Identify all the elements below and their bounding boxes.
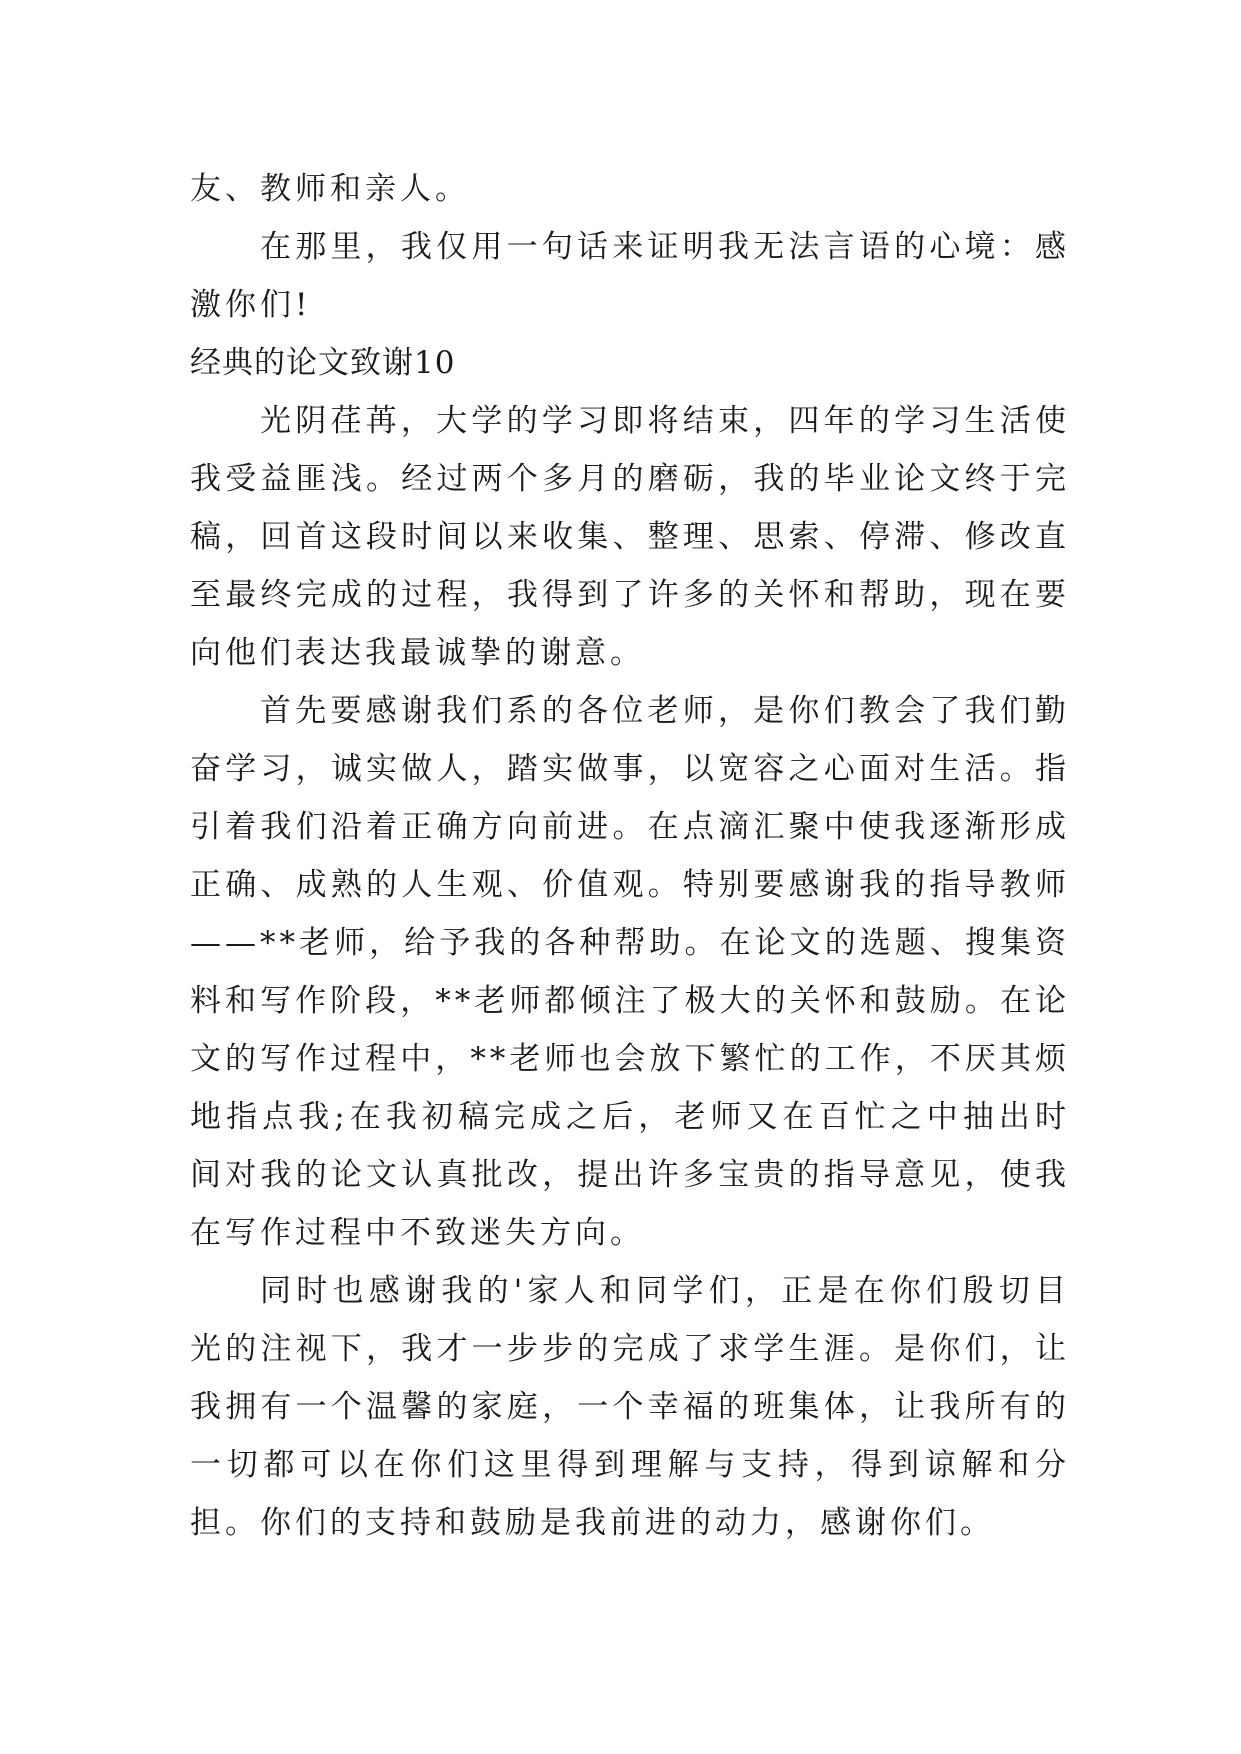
paragraph-3: 同时也感谢我的'家人和同学们，正是在你们殷切目光的注视下，我才一步步的完成了求学生涯。是你们，让我拥有一个温馨的家庭，一个幸福的班集体，让我所有的一切都可以在你们这里得到理解与支持，得到谅解和分担。你们的支持和鼓励是我前进的动力，感谢你们。	[190, 1273, 1070, 1541]
closing-paragraph: 在那里，我仅用一句话来证明我无法言语的心境：感激你们!	[190, 229, 1070, 323]
continuation-paragraph: 友、教师和亲人。	[190, 171, 470, 207]
paragraph-2: 首先要感谢我们系的各位老师，是你们教会了我们勤奋学习，诚实做人，踏实做事，以宽容之心面对生活。指引着我们沿着正确方向前进。在点滴汇聚中使我逐渐形成正确、成熟的人生观、价值观。特别要感谢我的指导教师——**老师，给予我的各种帮助。在论文的选题、搜集资料和写作阶段，**老师都倾注了极大的关怀和鼓励。在论文的写作过程中，**老师也会放下繁忙的工作，不厌其烦地指点我;在我初稿完成之后，老师又在百忙之中抽出时间对我的论文认真批改，提出许多宝贵的指导意见，使我在写作过程中不致迷失方向。	[190, 693, 1070, 1251]
paragraph-1: 光阴荏苒，大学的学习即将结束，四年的学习生活使我受益匪浅。经过两个多月的磨砺，我的毕业论文终于完稿，回首这段时间以来收集、整理、思索、停滞、修改直至最终完成的过程，我得到了许多的关怀和帮助，现在要向他们表达我最诚挚的谢意。	[190, 403, 1070, 671]
body-text	[190, 160, 1070, 1552]
section-title: 经典的论文致谢10	[190, 345, 456, 381]
